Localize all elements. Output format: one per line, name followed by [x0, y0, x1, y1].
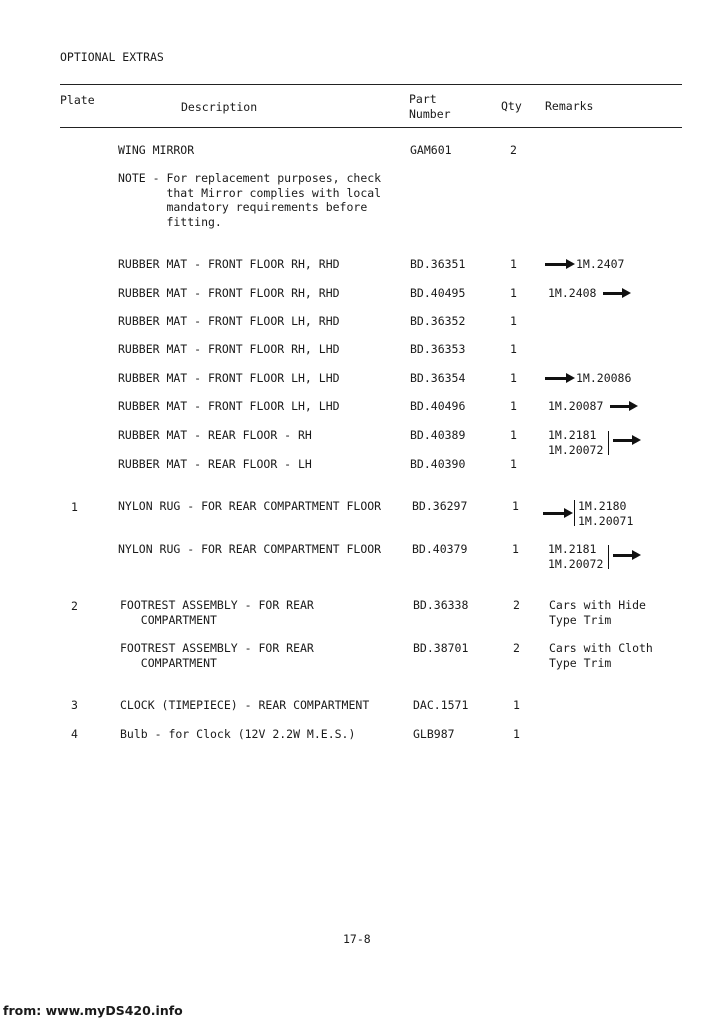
row-remarks: 1M.2408 [548, 286, 597, 300]
row-part-number: GLB987 [413, 727, 455, 741]
row-qty: 1 [510, 399, 517, 413]
row-part-number: BD.40389 [410, 428, 466, 442]
row-remarks: 1M.2180 1M.20071 [578, 499, 634, 528]
row-remarks: Cars with Hide Type Trim [549, 598, 646, 627]
header-qty: Qty [501, 99, 522, 113]
row-description: RUBBER MAT - FRONT FLOOR LH, LHD [118, 399, 340, 413]
row-qty: 1 [510, 286, 517, 300]
row-remarks: 1M.2407 [576, 257, 625, 271]
row-qty: 2 [510, 143, 517, 157]
section-title: OPTIONAL EXTRAS [60, 50, 164, 64]
header-bottom-rule [60, 127, 682, 128]
row-qty: 1 [513, 727, 520, 741]
row-part-number: BD.36353 [410, 342, 466, 356]
row-qty: 1 [510, 257, 517, 271]
row-qty: 1 [510, 428, 517, 442]
row-part-number: DAC.1571 [413, 698, 469, 712]
footer-source: from: www.myDS420.info [3, 1003, 183, 1018]
bracket-bar [608, 431, 609, 455]
row-qty: 1 [510, 457, 517, 471]
row-qty: 1 [510, 314, 517, 328]
row-description: NYLON RUG - FOR REAR COMPARTMENT FLOOR [118, 499, 382, 513]
row-description: RUBBER MAT - FRONT FLOOR RH, RHD [118, 257, 340, 271]
row-description: FOOTREST ASSEMBLY - FOR REAR COMPARTMENT [120, 598, 314, 627]
row-description: Bulb - for Clock (12V 2.2W M.E.S.) [120, 727, 356, 741]
page-number: 17-8 [343, 932, 371, 946]
row-part-number: BD.36352 [410, 314, 466, 328]
row-description: WING MIRROR [118, 143, 195, 157]
row-remarks: 1M.20086 [576, 371, 632, 385]
row-description: RUBBER MAT - FRONT FLOOR RH, LHD [118, 342, 340, 356]
header-remarks: Remarks [545, 99, 594, 113]
row-description: FOOTREST ASSEMBLY - FOR REAR COMPARTMENT [120, 641, 314, 670]
header-top-rule [60, 84, 682, 85]
row-qty: 1 [510, 342, 517, 356]
row-description: CLOCK (TIMEPIECE) - REAR COMPARTMENT [120, 698, 370, 712]
row-qty: 1 [510, 371, 517, 385]
row-part-number: BD.40390 [410, 457, 466, 471]
row-part-number: BD.36354 [410, 371, 466, 385]
row-part-number: BD.36338 [413, 598, 469, 612]
row-description: RUBBER MAT - REAR FLOOR - LH [118, 457, 312, 471]
bracket-bar [574, 500, 575, 526]
row-part-number: BD.40496 [410, 399, 466, 413]
row-plate: 3 [71, 698, 78, 712]
row-part-number: BD.40495 [410, 286, 466, 300]
row-plate: 2 [71, 599, 78, 613]
bracket-bar [608, 545, 609, 569]
row-remarks: 1M.2181 1M.20072 [548, 542, 604, 571]
header-description: Description [181, 100, 258, 114]
row-qty: 2 [513, 641, 520, 655]
row-description: NYLON RUG - FOR REAR COMPARTMENT FLOOR [118, 542, 382, 556]
row-part-number: BD.38701 [413, 641, 469, 655]
row-part-number: BD.40379 [412, 542, 468, 556]
row-part-number: GAM601 [410, 143, 452, 157]
row-part-number: BD.36297 [412, 499, 468, 513]
row-remarks: 1M.20087 [548, 399, 604, 413]
row-remarks: Cars with Cloth Type Trim [549, 641, 653, 670]
row-plate: 4 [71, 727, 78, 741]
row-remarks: 1M.2181 1M.20072 [548, 428, 604, 457]
row-qty: 2 [513, 598, 520, 612]
row-plate: 1 [71, 500, 78, 514]
row-description: RUBBER MAT - REAR FLOOR - RH [118, 428, 312, 442]
row-description: RUBBER MAT - FRONT FLOOR LH, LHD [118, 371, 340, 385]
header-plate: Plate [60, 93, 95, 107]
row-qty: 1 [512, 542, 519, 556]
header-part-number: Part Number [409, 92, 451, 121]
row-note: NOTE - For replacement purposes, check that Mirror complies with local mandatory requirements before fitting. [118, 171, 382, 229]
row-qty: 1 [512, 499, 519, 513]
row-description: RUBBER MAT - FRONT FLOOR LH, RHD [118, 314, 340, 328]
row-part-number: BD.36351 [410, 257, 466, 271]
row-qty: 1 [513, 698, 520, 712]
row-description: RUBBER MAT - FRONT FLOOR RH, RHD [118, 286, 340, 300]
